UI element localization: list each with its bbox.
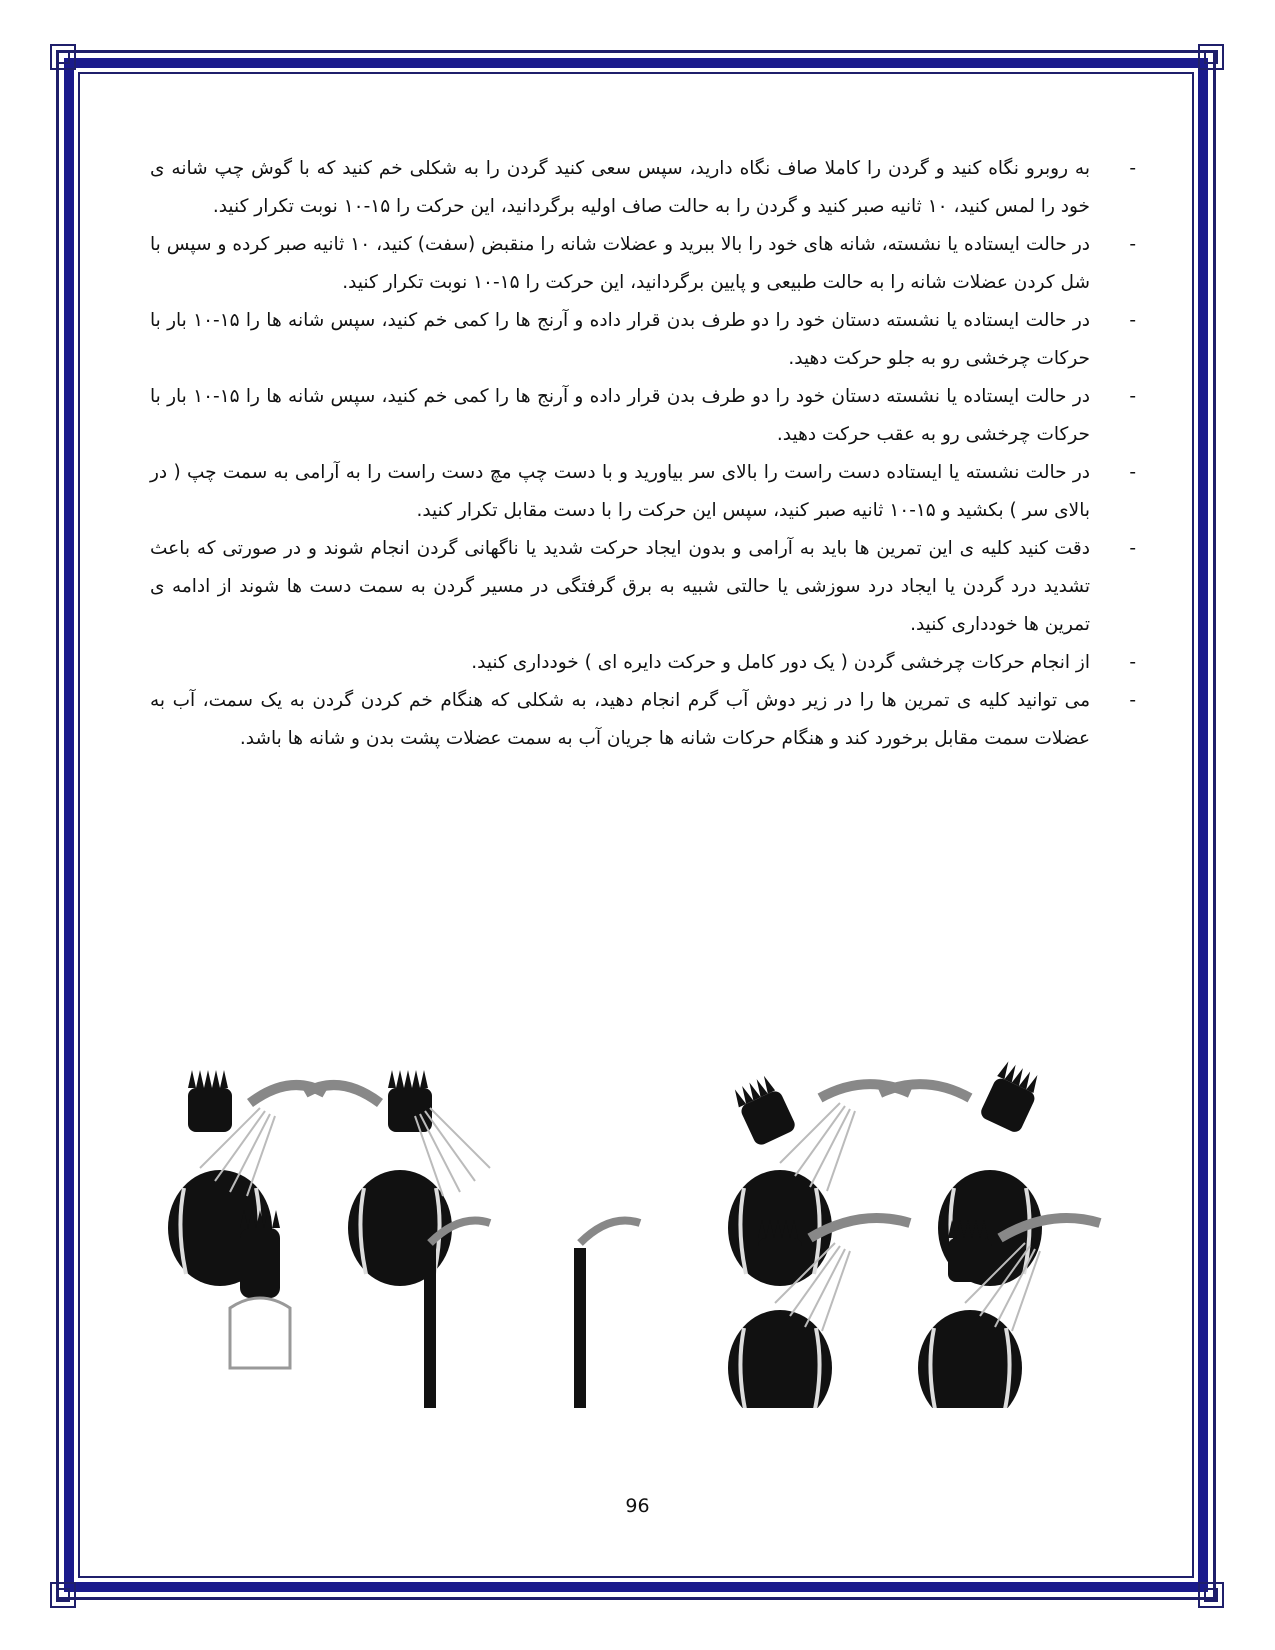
figure-neck-tilt-3 [728,1072,910,1286]
bullet-item [150,682,1136,758]
bullet-item [150,226,1136,302]
shower-exercise-figures [160,1048,1120,1408]
bullet-dash: - [1129,652,1136,673]
figure-standing-side-2 [574,1221,640,1409]
bullet-text: به روبرو نگاه کنید و گردن را کاملا صاف نگاه دارید، سپس سعی کنید گردن را به شکلی خم کنید که با گوش چپ شانه ی خود را لمس کنید، ۱۰ ثانیه صبر کنید و گردن را به حالت صاف اولیه برگردانید، این حرکت را ۱۵-۱۰ نوبت تکرار کنید. [150,158,1090,217]
bullet-item [150,644,1136,682]
bullet-text: در حالت ایستاده یا نشسته دستان خود را دو طرف بدن قرار داده و آرنج ها را کمی خم کنید، سپس شانه ها را ۱۵-۱۰ بار با حرکات چرخشی رو به جلو حرکت دهید. [150,310,1090,369]
bullet-item [150,530,1136,644]
border-corner-ornament [50,44,76,70]
bullet-dash: - [1129,310,1136,331]
page-number: 96 [625,1495,650,1517]
bullet-dash: - [1129,158,1136,179]
bullet-dash: - [1129,690,1136,711]
bullet-dash: - [1129,462,1136,483]
figure-neck-tilt-2 [305,1070,490,1286]
bullet-item [150,302,1136,378]
border-corner-ornament [1198,1582,1224,1608]
bullet-item [150,378,1136,454]
bullet-dash: - [1129,234,1136,255]
border-corner-ornament [50,1582,76,1608]
bullet-text: از انجام حرکات چرخشی گردن ( یک دور کامل و حرکت دایره ای ) خودداری کنید. [471,652,1090,673]
exercise-illustrations [160,1048,1120,1408]
bullet-text: می توانید کلیه ی تمرین ها را در زیر دوش آب گرم انجام دهید، به شکلی که هنگام خم کردن گردن به یک سمت، آب به عضلات سمت مقابل برخورد کند و هنگام حرکات شانه ها جریان آب به سمت عضلات پشت بدن و شانه ها باشد. [150,690,1090,749]
border-corner-ornament [1198,44,1224,70]
exercise-instructions [150,150,1136,758]
bullet-text: در حالت نشسته یا ایستاده دست راست را بالای سر بیاورید و با دست چپ مچ دست راست را به آرامی به سمت چپ ( در بالای سر ) بکشید و ۱۵-۱۰ ثانیه صبر کنید، سپس این حرکت را با دست مقابل تکرار کنید. [150,462,1090,521]
bullet-text: در حالت ایستاده یا نشسته دستان خود را دو طرف بدن قرار داده و آرنج ها را کمی خم کنید، سپس شانه ها را ۱۵-۱۰ بار با حرکات چرخشی رو به عقب حرکت دهید. [150,386,1090,445]
bullet-text: دقت کنید کلیه ی این تمرین ها باید به آرامی و بدون ایجاد حرکت شدید یا ناگهانی گردن انجام شوند و در صورتی که باعث تشدید درد گردن یا ایجاد درد سوزشی یا حالتی شبیه به برق گرفتگی در مسیر گردن به سمت دست ها شوند از ادامه ی تمرین ها خودداری کنید. [150,538,1090,635]
bullet-item [150,150,1136,226]
bullet-dash: - [1129,538,1136,559]
bullet-dash: - [1129,386,1136,407]
bullet-item [150,454,1136,530]
figure-standing-side-1 [424,1221,490,1409]
bullet-text: در حالت ایستاده یا نشسته، شانه های خود را بالا ببرید و عضلات شانه را منقبض (سفت) کنید، ۱۰ ثانیه صبر کرده و سپس با شل کردن عضلات شانه را به حالت طبیعی و پایین برگردانید، این حرکت را ۱۵-۱۰ نوبت تکرار کنید. [150,234,1090,293]
